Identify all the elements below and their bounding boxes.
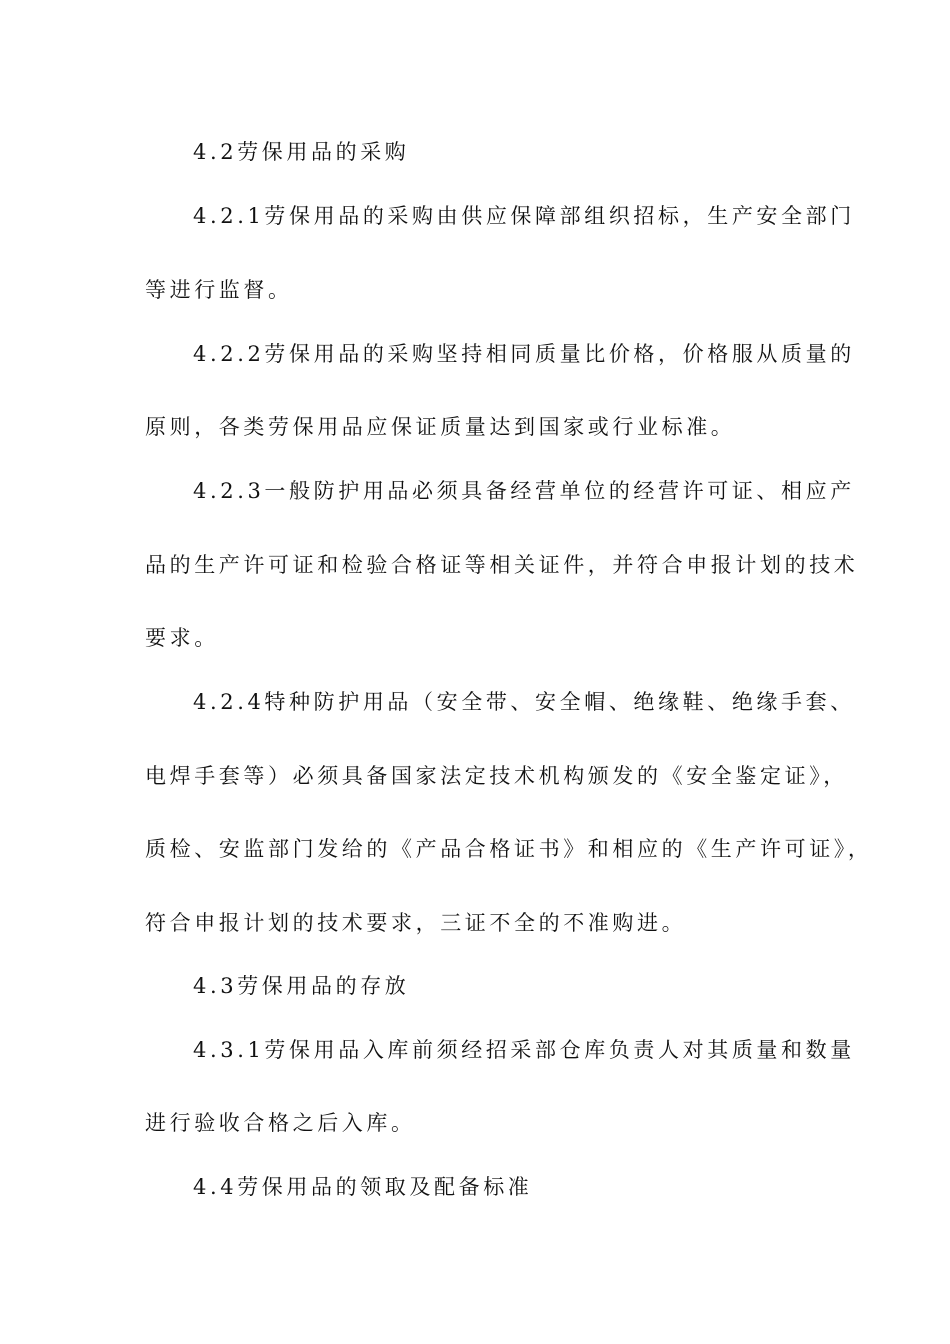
section-heading-4-4: 4.4劳保用品的领取及配备标准 (193, 1175, 533, 1199)
paragraph-4-2-3-line-2: 品的生产许可证和检验合格证等相关证件，并符合申报计划的技术 (145, 553, 859, 577)
paragraph-4-2-2-line-1: 4.2.2劳保用品的采购坚持相同质量比价格，价格服从质量的 (193, 342, 855, 366)
paragraph-4-2-4-line-2: 电焊手套等）必须具备国家法定技术机构颁发的《安全鉴定证》， (145, 764, 848, 788)
paragraph-4-2-1-line-2: 等进行监督。 (145, 278, 293, 302)
paragraph-4-2-1-line-1: 4.2.1劳保用品的采购由供应保障部组织招标，生产安全部门 (193, 204, 855, 228)
paragraph-4-2-2-line-2: 原则，各类劳保用品应保证质量达到国家或行业标准。 (145, 415, 736, 439)
paragraph-4-2-4-line-3: 质检、安监部门发给的《产品合格证书》和相应的《生产许可证》， (145, 837, 873, 861)
paragraph-4-2-4-line-4: 符合申报计划的技术要求，三证不全的不准购进。 (145, 911, 687, 935)
section-heading-4-3: 4.3劳保用品的存放 (193, 974, 410, 998)
paragraph-4-3-1-line-2: 进行验收合格之后入库。 (145, 1111, 416, 1135)
paragraph-4-2-3-line-3: 要求。 (145, 626, 219, 650)
section-heading-4-2: 4.2劳保用品的采购 (193, 140, 410, 164)
paragraph-4-2-4-line-1: 4.2.4特种防护用品（安全带、安全帽、绝缘鞋、绝缘手套、 (193, 690, 855, 714)
paragraph-4-2-3-line-1: 4.2.3一般防护用品必须具备经营单位的经营许可证、相应产 (193, 479, 855, 503)
paragraph-4-3-1-line-1: 4.3.1劳保用品入库前须经招采部仓库负责人对其质量和数量 (193, 1038, 855, 1062)
